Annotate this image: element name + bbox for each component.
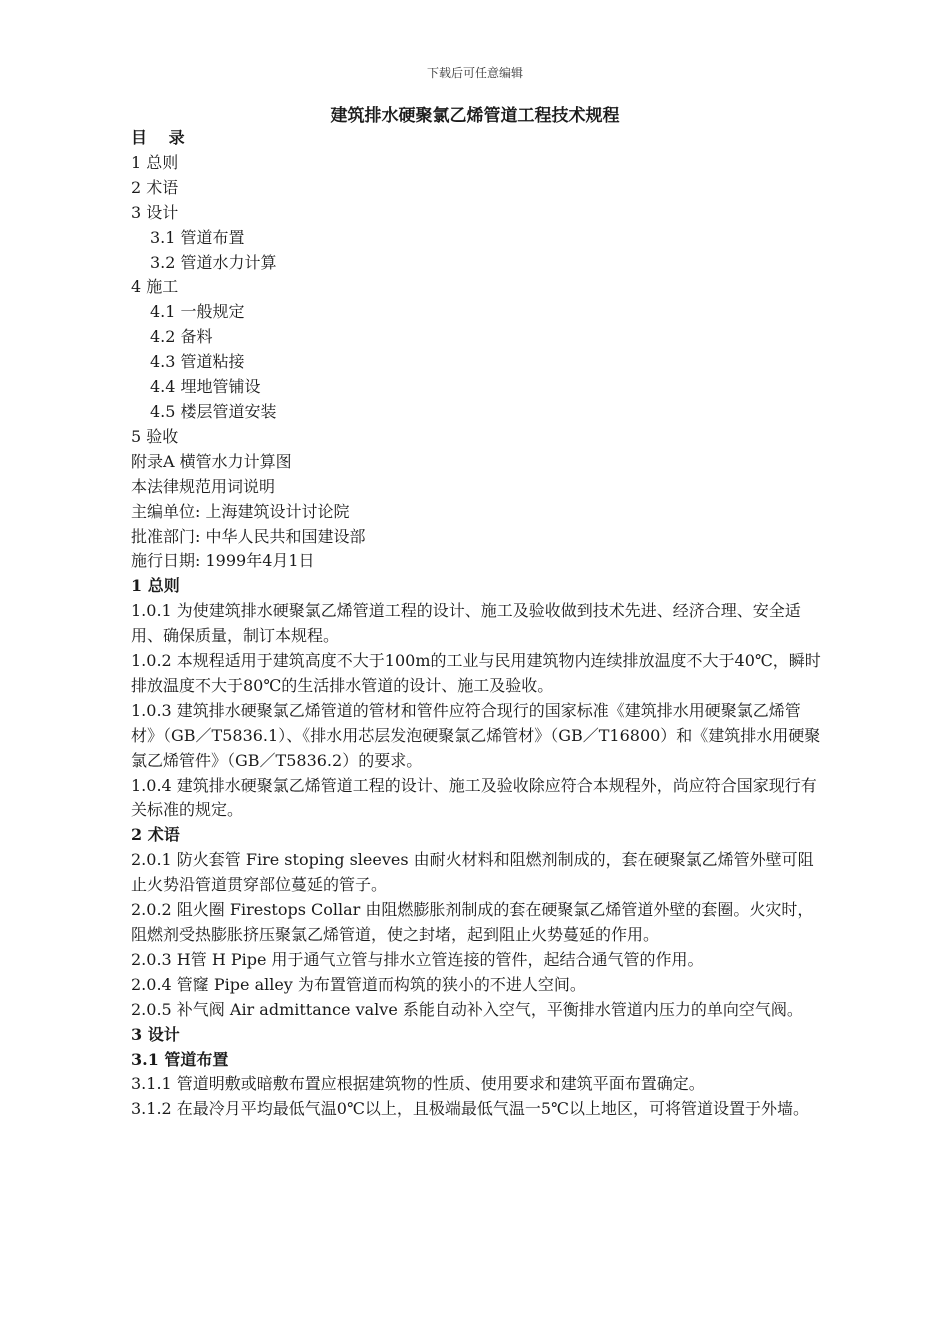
clause-2-0-3: 2.0.3 H管 H Pipe 用于通气立管与排水立管连接的管件，起结合通气管的作用。 xyxy=(131,949,704,969)
toc-item: 附录A 横管水力计算图 xyxy=(131,451,292,471)
toc-item: 1 总则 xyxy=(131,152,179,172)
document-title: 建筑排水硬聚氯乙烯管道工程技术规程 xyxy=(330,106,620,126)
clause-2-0-1: 2.0.1 防火套管 Fire stoping sleeves 由耐火材料和阻燃剂制成的，套在硬聚氯乙烯管外壁可阻止火势沿管道贯穿部位蔓延的管子。 xyxy=(131,850,814,895)
toc-item: 4 施工 xyxy=(131,277,179,297)
page-header: 下载后可任意编辑 xyxy=(426,66,523,80)
section-heading: 3 设计 xyxy=(131,1024,180,1044)
toc-item: 5 验收 xyxy=(131,426,179,446)
subsection-heading: 3.1 管道布置 xyxy=(131,1049,229,1069)
toc-item: 3 设计 xyxy=(131,202,179,222)
clause-3-1-2: 3.1.2 在最冷月平均最低气温0℃以上，且极端最低气温一5℃以上地区，可将管道设置于外墙。 xyxy=(131,1099,809,1119)
toc-item: 3.1 管道布置 xyxy=(150,227,245,247)
meta-effective-date: 施行日期: 1999年4月1日 xyxy=(131,551,315,571)
toc-item: 4.1 一般规定 xyxy=(150,302,245,322)
meta-approver: 批准部门: 中华人民共和国建设部 xyxy=(131,526,366,546)
toc-item: 4.3 管道粘接 xyxy=(150,352,245,372)
toc-item: 4.5 楼层管道安装 xyxy=(150,401,277,421)
meta-editor: 主编单位: 上海建筑设计讨论院 xyxy=(131,501,350,521)
toc-item: 3.2 管道水力计算 xyxy=(150,252,277,272)
clause-2-0-4: 2.0.4 管窿 Pipe alley 为布置管道而构筑的狭小的不进人空间。 xyxy=(131,974,586,994)
section-heading: 2 术语 xyxy=(131,825,180,845)
clause-2-0-2: 2.0.2 阻火圈 Firestops Collar 由阻燃膨胀剂制成的套在硬聚氯乙烯管道外壁的套圈。火灾时，阻燃剂受热膨胀挤压聚氯乙烯管道，使之封堵，起到阻止火势蔓延的作用。 xyxy=(131,900,814,944)
clause-1-0-2: 1.0.2 本规程适用于建筑高度不大于100m的工业与民用建筑物内连续排放温度不大于40℃，瞬时排放温度不大于80℃的生活排水管道的设计、施工及验收。 xyxy=(131,651,821,695)
document-body xyxy=(131,126,821,1122)
toc-list xyxy=(131,151,821,500)
toc-item: 本法律规范用词说明 xyxy=(131,476,276,496)
clause-3-1-1: 3.1.1 管道明敷或暗敷布置应根据建筑物的性质、使用要求和建筑平面布置确定。 xyxy=(131,1074,705,1094)
clause-1-0-1: 1.0.1 为使建筑排水硬聚氯乙烯管道工程的设计、施工及验收做到技术先进、经济合理、安全适用、确保质量，制订本规程。 xyxy=(131,601,801,646)
clause-2-0-5: 2.0.5 补气阀 Air admittance valve 系能自动补入空气，平衡排水管道内压力的单向空气阀。 xyxy=(131,999,803,1019)
toc-item: 4.2 备料 xyxy=(150,327,213,347)
clause-1-0-3: 1.0.3 建筑排水硬聚氯乙烯管道的管材和管件应符合现行的国家标准《建筑排水用硬聚氯乙烯管材》（GB／T5836.1）、《排水用芯层发泡硬聚氯乙烯管材》（GB／T16800）和《建筑排水用硬聚氯乙烯管件》（GB／T5836.2）的要求。 xyxy=(131,700,821,770)
section-heading: 1 总则 xyxy=(131,576,180,596)
toc-item: 4.4 埋地管铺设 xyxy=(150,377,261,397)
toc-item: 2 术语 xyxy=(131,177,179,197)
toc-heading: 目 录 xyxy=(131,128,193,147)
clause-1-0-4: 1.0.4 建筑排水硬聚氯乙烯管道工程的设计、施工及验收除应符合本规程外，尚应符合国家现行有关标准的规定。 xyxy=(131,775,817,820)
